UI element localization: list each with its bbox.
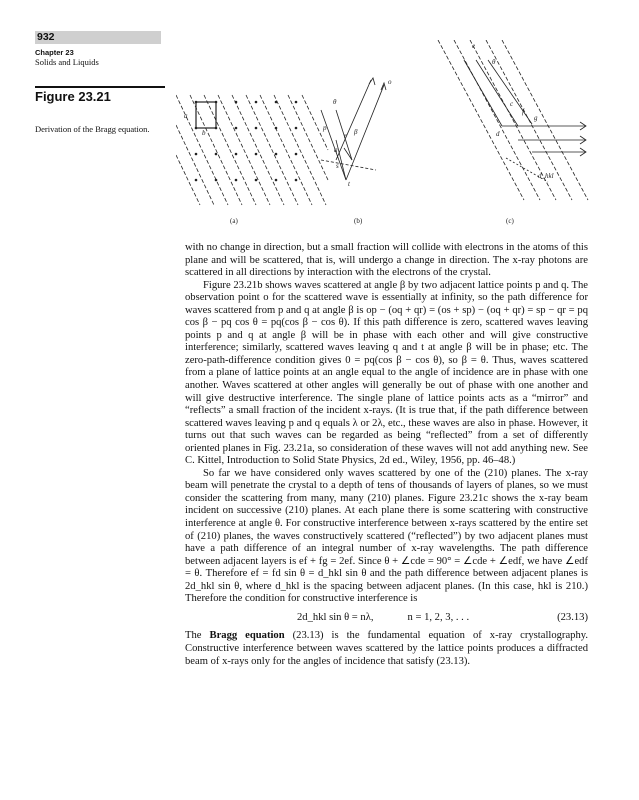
panel-c-diagram xyxy=(438,40,588,200)
bragg-figure xyxy=(176,40,596,225)
p4-intro: The xyxy=(185,630,202,642)
figure-rule xyxy=(35,86,165,88)
panel-b-label-theta: θ xyxy=(333,98,337,106)
paragraph-1: with no change in direction, but a small fraction will collide with electrons in the atoms of this plane and will be scattered, that is, will undergo a change in direction. The x-ray photons are scattered in all directions by interaction with the electrons of the crystal. xyxy=(185,242,588,279)
panel-c-label-d: d xyxy=(496,130,500,138)
p4-bold-term: Bragg equation xyxy=(209,630,285,642)
panel-c-label-f: f xyxy=(522,108,524,116)
panel-b-label-r: r xyxy=(344,132,347,140)
figure-label: Figure 23.21 xyxy=(35,89,111,104)
panel-c-label-e: e xyxy=(472,42,476,50)
equation-range: n = 1, 2, 3, . . . xyxy=(407,611,470,623)
page-number: 932 xyxy=(37,31,55,43)
equation-lhs: 2d_hkl sin θ = nλ, xyxy=(297,611,374,623)
panel-b-label-s: s xyxy=(336,162,339,170)
bragg-equation xyxy=(185,612,588,625)
chapter-label: Chapter 23 xyxy=(35,48,74,57)
panel-c-label-c: c xyxy=(510,100,514,108)
panel-c-label-theta: θ xyxy=(492,58,496,66)
paragraph-2: Figure 23.21b shows waves scattered at angle β by two adjacent lattice points p and q. The observation point o for the scattered wave is essentially at infinity, so the path difference for waves scattered from p and q at angle β is op − (oq + qr) = (os + sp) − (oq + qr) = sp − qr = pq cos β − pq cos θ = pq(cos β − cos θ). If this path difference is zero, scattered waves leaving points p and q at angle β will be in phase with each other and will give constructive interference; similarly, scattered waves leaving q and t at angle β will be in phase; etc. The zero-path-difference condition gives 0 = pq(cos β − cos θ), so β = θ. Thus, waves scattered from a plane of lattice points at an angle equal to the angle of incidence are in phase with one another. Waves scattered at other angles will generally be out of phase with one another and will give destructive interference. The single plane of lattice points acts as a “mirror” and “reflects” a small fraction of the incident x-rays. (It is true that, if the path difference between scattered waves leaving p and q equals λ or 2λ, etc., these waves are also in phase. However, it turns out that such waves can be regarded as being “reflected” from a set of differently oriented planes in Fig. 23.21a, so consideration of these waves will not add anything new. See C. Kittel, Introduction to Solid State Physics, 2d ed., Wiley, 1956, pp. 46–48.) xyxy=(185,279,588,467)
panel-label-c: (c) xyxy=(506,217,514,225)
body-text xyxy=(185,242,588,668)
panel-b-label-q: q xyxy=(334,146,338,154)
panel-label-a: (a) xyxy=(230,217,238,225)
panel-label-b: (b) xyxy=(354,217,363,225)
equation-number: (23.13) xyxy=(557,611,588,623)
panel-a-label-b: b xyxy=(202,129,206,137)
p4-rest: (23.13) is the fundamental equation of x-ray crystallography. Constructive interference between waves scattered by the lattice points produces a diffracted beam of x-rays only for the angles of incidence that satisfy (23.13). xyxy=(185,630,589,667)
panel-a-label-a: a xyxy=(184,112,188,120)
panel-b-label-o: o xyxy=(388,78,392,86)
paragraph-3: So far we have considered only waves scattered by one of the (210) planes. The x-ray beam will penetrate the crystal to a depth of tens of thousands of layers of planes, so we must consider the scattering from many, many (210) planes. Figure 23.21c shows the x-ray beam incident on successive (210) planes. At each plane there is some scattering with constructive interference at angle θ. For constructive interference between x-rays scattered by the entire set of (210) planes, the waves constructively scattered (“reflected”) by two adjacent planes must have a path difference of an integral number of x-ray wavelengths. The path difference between adjacent layers is ef + fg = 2ef. Since θ + ∠cde = 90° = ∠cde + ∠edf, we have ∠edf = θ. Therefore ef = fd sin θ = d_hkl sin θ and the path difference between adjacent planes is 2d_hkl sin θ, where d_hkl is the spacing between adjacent planes. (In this case, hkl is 210.) Therefore the condition for constructive interference is xyxy=(185,467,588,605)
figure-caption: Derivation of the Bragg equation. xyxy=(35,124,150,134)
panel-a-lattice xyxy=(176,95,328,205)
panel-c-label-g: g xyxy=(534,114,538,122)
chapter-subject: Solids and Liquids xyxy=(35,57,99,67)
panel-b-label-beta: β xyxy=(354,128,358,136)
paragraph-4 xyxy=(185,630,588,668)
panel-b-label-p: p xyxy=(323,124,327,132)
panel-c-label-dhkl: d_hkl xyxy=(538,172,554,180)
panel-b-label-t: t xyxy=(348,180,350,188)
